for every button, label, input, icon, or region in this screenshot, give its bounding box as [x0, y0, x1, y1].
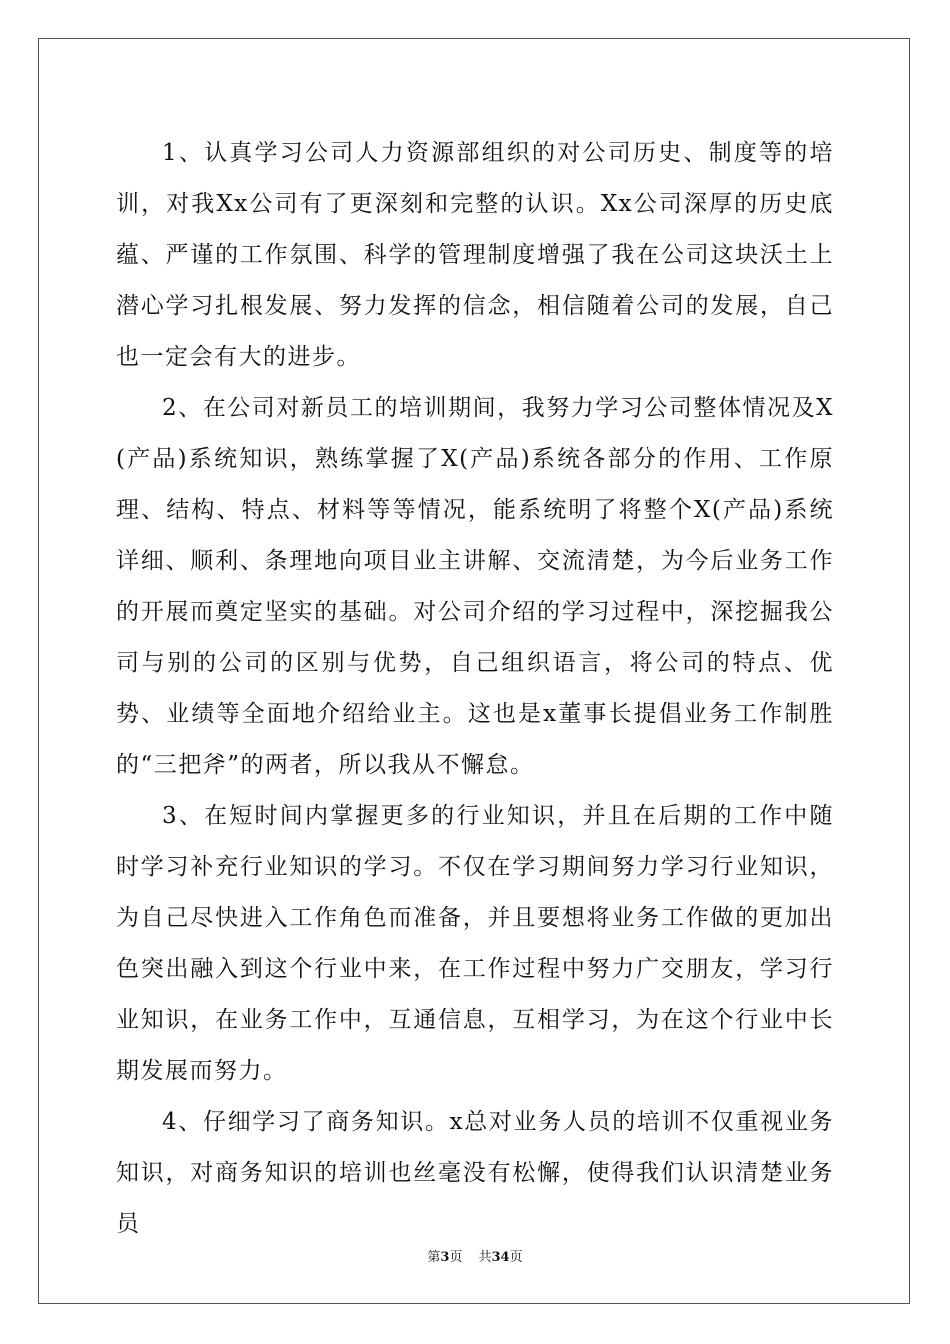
document-body	[116, 128, 834, 1250]
paragraph-1: 1、认真学习公司人力资源部组织的对公司历史、制度等的培训，对我Xx公司有了更深刻和完整的认识。Xx公司深厚的历史底蕴、严谨的工作氛围、科学的管理制度增强了我在公司这块沃土上潜心学习扎根发展、努力发挥的信念，相信随着公司的发展，自己也一定会有大的进步。	[116, 140, 834, 370]
total-unit: 页	[509, 1250, 523, 1265]
page-current-number: 3	[440, 1250, 450, 1265]
paragraph-2: 2、在公司对新员工的培训期间，我努力学习公司整体情况及X(产品)系统知识，熟练掌握了X(产品)系统各部分的作用、工作原理、结构、特点、材料等等情况，能系统明了将整个X(产品)系统详细、顺利、条理地向项目业主讲解、交流清楚，为今后业务工作的开展而奠定坚实的基础。对公司介绍的学习过程中，深挖掘我公司与别的公司的区别与优势，自己组织语言，将公司的特点、优势、业绩等全面地介绍给业主。这也是x董事长提倡业务工作制胜的“三把斧”的两者，所以我从不懈怠。	[116, 395, 834, 778]
page-prefix: 第	[427, 1250, 441, 1265]
paragraph-3: 3、在短时间内掌握更多的行业知识，并且在后期的工作中随时学习补充行业知识的学习。不仅在学习期间努力学习行业知识，为自己尽快进入工作角色而准备，并且要想将业务工作做的更加出色突出融入到这个行业中来，在工作过程中努力广交朋友，学习行业知识，在业务工作中，互通信息，互相学习，为在这个行业中长期发展而努力。	[116, 803, 834, 1084]
page-unit: 页	[449, 1250, 463, 1265]
total-prefix: 共	[478, 1250, 492, 1265]
page-total-number: 34	[491, 1250, 510, 1265]
page-footer	[0, 1246, 950, 1265]
paragraph-4: 4、仔细学习了商务知识。x总对业务人员的培训不仅重视业务知识，对商务知识的培训也丝毫没有松懈，使得我们认识清楚业务员	[116, 1109, 834, 1237]
